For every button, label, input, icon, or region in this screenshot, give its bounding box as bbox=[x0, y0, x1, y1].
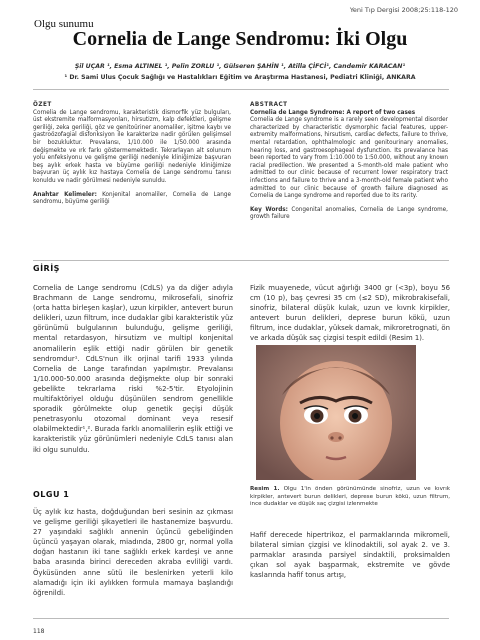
abstract-keywords-label: Key Words: bbox=[250, 206, 288, 213]
abstract-subtitle: Cornelia de Lange Syndrome: A report of two cases bbox=[250, 109, 416, 116]
ozet-block bbox=[33, 102, 231, 207]
patient-photo bbox=[256, 345, 416, 480]
ozet-keywords bbox=[33, 192, 231, 207]
olgu1-text: Üç aylık kız hasta, doğduğundan beri sesinin az çıkması ve gelişme geriliği şikayetleri ile hastanemize başvurdu. 27 yaşındaki sağlıklı annenin üçüncü gebeliğinden üçüncü yaşayan olarak, miadında, 2800 gr, normal yolla doğan hastanın iki tane sağlıklı erkek kardeşi ve anne baba arasında birinci dereceden akraba evliliği vardı. Öyküsünden anne sütü ile beslenirken yeterli kilo alamadığı için iki aylıkken formula mamaya başlandığı öğrenildi. bbox=[33, 508, 233, 597]
ozet-keywords-label: Anahtar Kelimeler: bbox=[33, 191, 97, 198]
abstract-keywords bbox=[250, 207, 448, 222]
ozet-text: Cornelia de Lange sendromu, karakteristik dismorfik yüz bulguları, üst ekstremite malformasyonları, hirsutizm, kalp defektleri, gelişme geriliği, zeka geriliği, göz ve genitoüriner anomaliler, işitme kaybı ve gastroözofagial disfonksiyon ile karakterize nadir görülen gelişimsel bir bozukluktur. Prevalansı, 1/10.000 ile 1/50.000 arasında değişmekte ve ırk farkı göstermemektedir. Tekrarlayan alt solunum yolu enfeksiyonu ve gelişme geriliği nedeniyle kliniğimize başvuran beş aylık erkek hasta ve büyüme geriliği nedeniyle kliniğimize başvuran üç aylık kız hastaya Cornelia de Lange sendromu tanısı konuldu ve nadir görülmesi nedeniyle sunuldu. bbox=[33, 109, 231, 184]
abstract-text: Cornelia de Lange syndrome is a rarely seen developmental disorder characterized by characteristic dysmorphic facial features, upper-extremity malformations, hirsutism, cardiac defects, failure to thrive, mental retardation, ophthalmologic and genitourinary anomalies, hearing loss, and gastroesophageal dysfunction. Its prevalance has been reported to vary from 1:10.000 to 1:50.000, without any known racial predilection. We presented a 5-month-old male patient who admitted to our clinic because of recurrent lower respiratory tract infections and failure to thrive and a 3-month-old female patient who admitted to our clinic because of growth failure diagnosed as Cornelia de Lange syndrome and reported due to its rarity. bbox=[250, 117, 448, 200]
ozet-keywords-text: Konjenital anomaliler, Cornelia de Lange sendromu, büyüme geriliği bbox=[33, 191, 231, 206]
exam-text: Fizik muayenede, vücut ağırlığı 3400 gr (<3p), boyu 56 cm (10 p), baş çevresi 35 cm (≤2 SD), mikrobrakisefali, sinofriz, bilateral düşük kulak, uzun ve kıvrık kirpikler, antevert burun delikleri, deprese burun kökü, uzun filtrum, ince dudaklar, yüksek damak, mikroretrognati, ön ve arkada düşük saç çizgisi tespit edildi (Resim 1). bbox=[250, 284, 450, 343]
article-title: Cornelia de Lange Sendromu: İki Olgu bbox=[72, 28, 408, 50]
olgu1-heading: OLGU 1 bbox=[33, 490, 70, 499]
exam-text-block bbox=[250, 283, 450, 344]
footer-divider bbox=[33, 618, 449, 619]
caption-label: Resim 1. bbox=[250, 486, 280, 492]
olgu1-text-block bbox=[33, 507, 233, 598]
giris-heading: GİRİŞ bbox=[33, 264, 60, 273]
figure-caption bbox=[250, 486, 450, 509]
header-divider bbox=[33, 89, 449, 90]
giris-text-block bbox=[33, 283, 233, 455]
affiliation: ¹ Dr. Sami Ulus Çocuk Sağlığı ve Hastalıkları Eğitim ve Araştırma Hastanesi, Pediatri Kliniği, ANKARA bbox=[64, 74, 416, 81]
giris-text: Cornelia de Lange sendromu (CdLS) ya da diğer adıyla Brachmann de Lange sendromu, mikrosefali, sinofriz (orta hatta birleşen kaşlar), uzun kirpikler, antevert burun delikleri, uzun filtrum, ince dudaklar gibi karakteristik yüz görünümü bulgularının bulunduğu, gelişme geriliği, mental retardasyon, hirsutizm ve multipl konjenital anomalilerin eşlik ettiği nadir görülen bir genetik sendromdur¹. CdLS'nun ilk orjinal tarifi 1933 yılında Cornelia de Lange tarafından yapılmıştır. Prevalansı 1/10.000-50.000 arasında değişmekte olup bir sonraki gebelikte tekrarlama riski %2-5'tir. Etyolojinin multifaktöriyel olduğu düşünülen sendrom genellikle sporadik görülmekte olup genetik geçişi düşük penetrasyonlu otozomal dominant veya resesif olabilmektedir¹,². Burada farklı anomalilerin eşlik ettiği ve karakteristik yüz görünümleri nedeniyle CdLS tanısı alan iki olgu sunuldu. bbox=[33, 284, 233, 454]
abstract-divider bbox=[33, 260, 449, 261]
exam-text-2: Hafif derecede hipertrikoz, el parmaklarında mikromeli, bilateral simian çizgisi ve klinodaktili, sol ayak 2. ve 3. parmaklar arasında parsiyel sindaktili, proksimalden çıkan sol ayak başparmak, ekstremite ve gövde kaslarında hafif tonus artışı, bbox=[250, 531, 450, 580]
exam-text-block-2 bbox=[250, 530, 450, 580]
ozet-heading: ÖZET bbox=[33, 102, 52, 108]
author-list: Şil UÇAR ¹, Esma ALTINEL ¹, Pelin ZORLU ¹, Gülseren ŞAHİN ¹, Atilla ÇİFCİ¹, Candemir KARACAN¹ bbox=[74, 63, 406, 70]
section-type: Olgu sunumu bbox=[34, 18, 94, 30]
page-number: 118 bbox=[33, 628, 45, 635]
abstract-keywords-text: Congenital anomalies, Cornelia de Lange syndrome, growth failure bbox=[250, 206, 448, 221]
journal-reference: Yeni Tıp Dergisi 2008;25:118-120 bbox=[349, 6, 458, 14]
caption-text: Olgu 1'in önden görünümünde sinofriz, uzun ve kıvrık kirpikler, antevert burun delikleri, deprese burun kökü, uzun filtrum, ince dudaklar ve düşük saç çizgisi izlenmekte bbox=[250, 486, 450, 507]
abstract-heading: ABSTRACT bbox=[250, 102, 288, 108]
abstract-block bbox=[250, 102, 448, 222]
